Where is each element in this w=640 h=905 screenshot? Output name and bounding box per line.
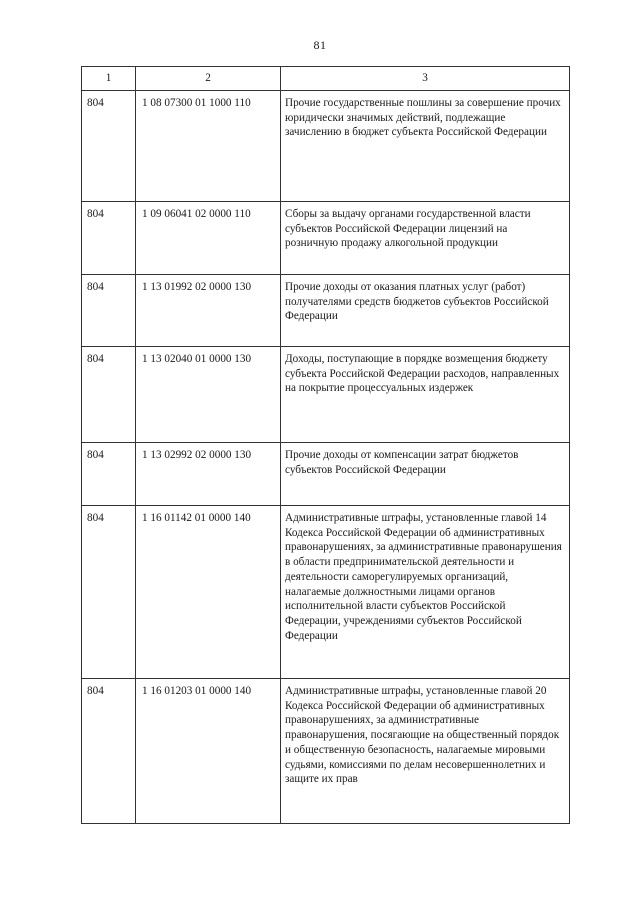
table-row bbox=[82, 506, 570, 679]
admin-code-cell: 804 bbox=[82, 347, 136, 443]
admin-code-cell: 804 bbox=[82, 275, 136, 347]
column-header-3: 3 bbox=[281, 67, 570, 91]
revenue-description-cell: Административные штрафы, установленные главой 14 Кодекса Российской Федерации об административных правонарушениях, за административные правонарушения в области предпринимательской деятельности и деятельности саморегулируемых организаций, налагаемые должностными лицами органов исполнительной власти субъектов Российской Федерации, учреждениями субъектов Российской Федерации bbox=[281, 506, 570, 679]
table-row bbox=[82, 347, 570, 443]
budget-classification-table bbox=[81, 66, 570, 824]
revenue-code-cell: 1 09 06041 02 0000 110 bbox=[136, 202, 281, 275]
table-row bbox=[82, 91, 570, 202]
revenue-description-cell: Сборы за выдачу органами государственной власти субъектов Российской Федерации лицензий на розничную продажу алкогольной продукции bbox=[281, 202, 570, 275]
revenue-description-cell: Прочие доходы от оказания платных услуг (работ) получателями средств бюджетов субъектов Российской Федерации bbox=[281, 275, 570, 347]
revenue-description-cell: Административные штрафы, установленные главой 20 Кодекса Российской Федерации об административных правонарушениях, за административные правонарушения, посягающие на общественный порядок и общественную безопасность, налагаемые мировыми судьями, комиссиями по делам несовершеннолетних и защите их прав bbox=[281, 679, 570, 824]
admin-code-cell: 804 bbox=[82, 506, 136, 679]
revenue-code-cell: 1 13 01992 02 0000 130 bbox=[136, 275, 281, 347]
revenue-code-cell: 1 13 02040 01 0000 130 bbox=[136, 347, 281, 443]
revenue-code-cell: 1 08 07300 01 1000 110 bbox=[136, 91, 281, 202]
admin-code-cell: 804 bbox=[82, 91, 136, 202]
revenue-description-cell: Прочие доходы от компенсации затрат бюджетов субъектов Российской Федерации bbox=[281, 443, 570, 506]
column-header-1: 1 bbox=[82, 67, 136, 91]
admin-code-cell: 804 bbox=[82, 202, 136, 275]
table-row bbox=[82, 443, 570, 506]
revenue-description-cell: Прочие государственные пошлины за совершение прочих юридически значимых действий, подлежащие зачислению в бюджет субъекта Российской Федерации bbox=[281, 91, 570, 202]
table-row bbox=[82, 679, 570, 824]
table-header-row bbox=[82, 67, 570, 91]
admin-code-cell: 804 bbox=[82, 443, 136, 506]
revenue-description-cell: Доходы, поступающие в порядке возмещения бюджету субъекта Российской Федерации расходов, направленных на покрытие процессуальных издержек bbox=[281, 347, 570, 443]
page-number: 81 bbox=[313, 38, 327, 52]
revenue-code-cell: 1 16 01142 01 0000 140 bbox=[136, 506, 281, 679]
revenue-code-cell: 1 16 01203 01 0000 140 bbox=[136, 679, 281, 824]
revenue-code-cell: 1 13 02992 02 0000 130 bbox=[136, 443, 281, 506]
table-row bbox=[82, 202, 570, 275]
column-header-2: 2 bbox=[136, 67, 281, 91]
table-row bbox=[82, 275, 570, 347]
admin-code-cell: 804 bbox=[82, 679, 136, 824]
